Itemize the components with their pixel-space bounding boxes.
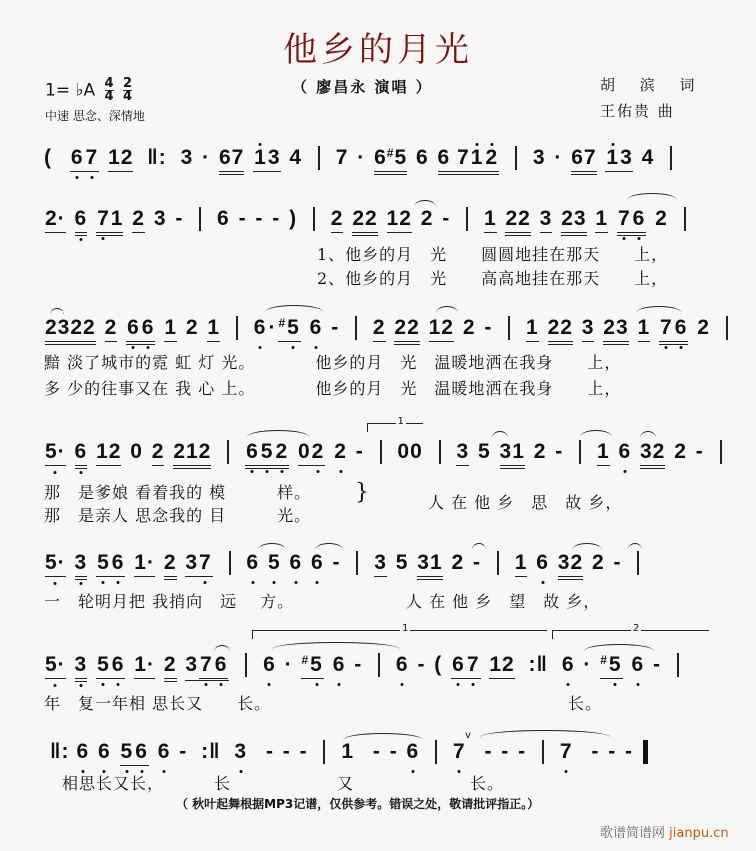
barline bbox=[515, 146, 517, 170]
lyric-line: 1、他乡的月 光 圆圆地挂在那天 上， bbox=[317, 245, 669, 264]
volta-bracket-1: 1 bbox=[367, 423, 423, 432]
lyric-line: 长。 bbox=[470, 774, 505, 793]
lyric-line: 多 少的往事又在 我 心 上。 他乡的月 光 温暖地洒在我身 上， bbox=[44, 379, 622, 398]
slur bbox=[414, 200, 436, 207]
slur bbox=[436, 306, 458, 313]
repeat-start: ‖: bbox=[147, 146, 167, 170]
open-paren: ( bbox=[44, 146, 52, 169]
volta-bracket-2: 2 bbox=[552, 630, 709, 639]
lyric-line: 黯 淡了城市的霓 虹 灯 光。 他乡的月 光 温暖地洒在我身 上， bbox=[44, 353, 622, 372]
lyric-line: 长。 bbox=[568, 694, 603, 713]
staff-1: ( 67 12 ‖: 3 · 67 13 4 7 · 6#5 6 6 712 3 · 67 13 4 bbox=[44, 146, 680, 175]
slur bbox=[480, 730, 610, 737]
watermark: 歌谱简谱网 jianpu.cn bbox=[600, 826, 729, 841]
lyric-line: 年 复一年相 思长又 长。 bbox=[44, 694, 272, 713]
slur bbox=[580, 430, 612, 437]
tempo-marking: 中速 思念、深情地 bbox=[45, 109, 145, 123]
slur bbox=[492, 431, 508, 438]
key-signature bbox=[45, 78, 132, 103]
lyric-line: 2、他乡的月 光 高高地挂在那天 上， bbox=[317, 269, 669, 288]
staff-3: 2322 2 66 1 2 1 6· #5 6 - 2 22 12 2 - 1 22 3 23 1 76 2 bbox=[44, 316, 736, 345]
lyric-line: 一 轮明月把 我捎向 远 方。 bbox=[44, 592, 295, 611]
brace: } bbox=[355, 480, 370, 505]
lyric-line: 人 在 他 乡 望 故 乡， bbox=[406, 592, 601, 611]
time-signature-4-4: $\frac{4}{4}$ bbox=[104, 76, 114, 104]
breath-mark: v bbox=[465, 730, 471, 741]
volta-bracket-1: 1 bbox=[252, 630, 547, 639]
final-barline bbox=[643, 740, 648, 764]
lyric-line: 那 是亲人 思念我的 目 光。 bbox=[44, 506, 312, 525]
slur bbox=[640, 431, 656, 438]
lyric-line: 相思长又长， bbox=[62, 774, 165, 793]
staff-7: ‖: 6 6 56 6 - :‖ 3 - - - 1 - - 6 7 - - - 7 - - - bbox=[44, 740, 648, 766]
slur bbox=[272, 642, 400, 649]
slur bbox=[343, 733, 423, 740]
barline bbox=[318, 146, 320, 170]
slur bbox=[214, 645, 230, 652]
staff-2: 2· 6 71 2 3 - 6 - - - ) 2 22 12 2 - 1 22 3 23 1 76 2 bbox=[44, 207, 694, 236]
slur bbox=[315, 543, 343, 550]
lyric-line: 长 bbox=[214, 774, 232, 793]
staff-4: 5· 6 12 0 2 212 652 02 2 - 00 3 5 31 2 - 1 6 32 2 - bbox=[44, 440, 730, 469]
slur bbox=[636, 306, 682, 313]
lyricist-credit: 胡 滨 词 bbox=[600, 76, 705, 94]
watermark-url: jianpu.cn bbox=[669, 826, 729, 841]
slur bbox=[50, 308, 64, 315]
time-signature-2-4: $\frac{2}{4}$ bbox=[122, 76, 133, 104]
staff-5: 5· 3 56 1· 2 37 6 5 6 6 - 3 5 31 2 - 1 6 32 2 - bbox=[44, 551, 647, 580]
slur bbox=[628, 543, 642, 550]
repeat-start: ‖: bbox=[50, 740, 70, 764]
footnote: （ 秋叶起舞根据MP3记谱，仅供参考。错误之处，敬请批评指正。） bbox=[176, 797, 540, 811]
slur bbox=[572, 543, 602, 550]
slur bbox=[472, 543, 486, 550]
repeat-end: :‖ bbox=[201, 740, 221, 764]
lyric-line: 那 是爹娘 看着我的 模 样。 bbox=[44, 483, 312, 502]
repeat-end: :‖ bbox=[528, 653, 548, 677]
lyric-line: 又 bbox=[337, 774, 355, 793]
slur bbox=[247, 430, 309, 437]
lyric-line: 人 在 他 乡 思 故 乡， bbox=[428, 493, 623, 512]
slur bbox=[627, 193, 677, 200]
composer-credit: 王佑贵 曲 bbox=[600, 102, 675, 120]
slur bbox=[265, 305, 323, 312]
singer-credit: （ 廖昌永 演唱 ） bbox=[292, 78, 433, 96]
slur bbox=[584, 644, 654, 651]
staff-6: 5· 3 56 1· 2 376 6 · #5 6 - 6 - ( 67 12 :‖ 6 · #5 6 - bbox=[44, 653, 687, 682]
song-title: 他乡的月光 bbox=[283, 30, 473, 70]
barline bbox=[670, 146, 672, 170]
key-label: 1= ♭A bbox=[45, 80, 96, 101]
slur bbox=[258, 543, 286, 550]
